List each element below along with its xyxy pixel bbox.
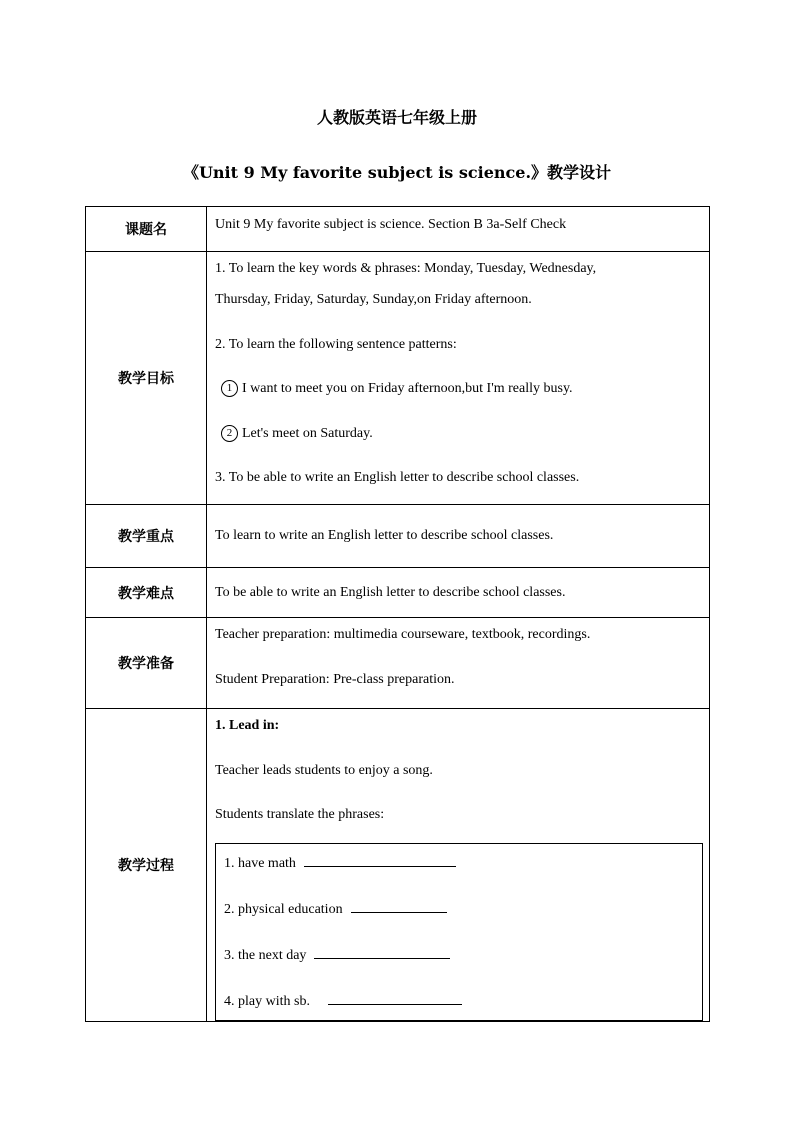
- circled-number-1: 1: [221, 380, 238, 397]
- student-preparation-text: Student Preparation: Pre-class preparation.: [215, 672, 455, 687]
- row-content-objectives: [207, 252, 710, 505]
- row-content-key-points: [207, 505, 710, 568]
- sentence-pattern-2: [215, 423, 703, 445]
- table-row-process: [86, 709, 710, 1022]
- topic-text: Unit 9 My favorite subject is science. Section B 3a-Self Check: [215, 217, 567, 232]
- answer-blank-4[interactable]: [328, 990, 462, 1005]
- objective-line-3: 2. To learn the following sentence patterns:: [215, 337, 457, 352]
- difficulties-text: To be able to write an English letter to describe school classes.: [215, 584, 566, 600]
- row-content-difficulties: [207, 568, 710, 618]
- key-points-text: To learn to write an English letter to describe school classes.: [215, 528, 554, 543]
- phrase-text-3: 3. the next day: [224, 948, 307, 963]
- phrase-text-1: 1. have math: [224, 856, 296, 871]
- sentence-pattern-2-text: Let's meet on Saturday.: [242, 426, 373, 441]
- teacher-preparation-text: Teacher preparation: multimedia courseware, textbook, recordings.: [215, 627, 591, 642]
- document-title: 人教版英语七年级上册: [316, 108, 477, 127]
- phrase-item-2: [224, 898, 702, 921]
- phrase-translation-box: [215, 843, 703, 1021]
- row-label-process: 教学过程: [86, 709, 207, 1022]
- row-label-key-points: 教学重点: [86, 505, 207, 568]
- row-label-difficulties: 教学难点: [86, 568, 207, 618]
- document-subtitle: 《Unit 9 My favorite subject is science.》教学设计: [182, 163, 612, 182]
- objective-line-4: 3. To be able to write an English letter to describe school classes.: [215, 470, 580, 485]
- table-row-topic: [86, 207, 710, 252]
- process-line-2: Students translate the phrases:: [215, 807, 385, 822]
- process-line-1: Teacher leads students to enjoy a song.: [215, 763, 433, 778]
- row-label-topic: 课题名: [86, 207, 207, 252]
- objective-line-1: 1. To learn the key words & phrases: Monday, Tuesday, Wednesday,: [215, 261, 597, 276]
- phrase-item-3: [224, 944, 702, 967]
- table-row-preparation: [86, 618, 710, 709]
- answer-blank-2[interactable]: [351, 898, 447, 913]
- objective-line-2: Thursday, Friday, Saturday, Sunday,on Friday afternoon.: [215, 292, 532, 307]
- answer-blank-3[interactable]: [314, 944, 450, 959]
- row-content-process: [207, 709, 710, 1022]
- phrase-item-4: [224, 990, 702, 1013]
- row-content-topic: [207, 207, 710, 252]
- phrase-item-1: [224, 852, 702, 875]
- answer-blank-1[interactable]: [304, 852, 456, 867]
- lead-in-heading: 1. Lead in:: [215, 718, 280, 733]
- phrase-text-4: 4. play with sb.: [224, 994, 310, 1009]
- table-row-objectives: [86, 252, 710, 505]
- phrase-text-2: 2. physical education: [224, 902, 343, 917]
- sentence-pattern-1-text: I want to meet you on Friday afternoon,but I'm really busy.: [242, 381, 573, 396]
- row-content-preparation: [207, 618, 710, 709]
- row-label-preparation: 教学准备: [86, 618, 207, 709]
- lesson-plan-table: [85, 206, 710, 1022]
- table-row-difficulties: [86, 568, 710, 618]
- table-row-key-points: [86, 505, 710, 568]
- sentence-pattern-1: [215, 378, 703, 400]
- circled-number-2: 2: [221, 425, 238, 442]
- row-label-objectives: 教学目标: [86, 252, 207, 505]
